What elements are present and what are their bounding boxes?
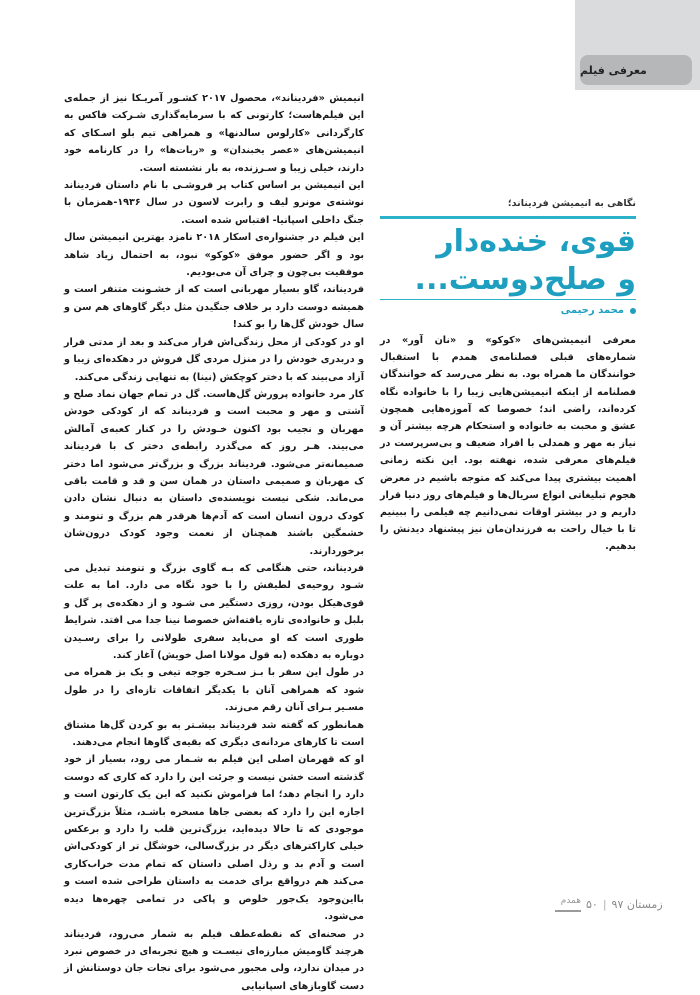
issue-label: زمستان ۹۷: [612, 898, 663, 911]
body-paragraph: فردیناند، حتی هنگامی که بـه گاوی بزرگ و تنومند تبدیل می شـود روحیه‌ی لطیفش را با خود نگاه می دارد. اما به علت قوی‌هیکل بودن، روزی دستگیر می شـود و از دهکده‌ی پر گل و بلبل و خانواده‌ی تازه یافته‌اش خصوصا نینا جدا می افتد. شرایط طوری است که او می‌باید سفری طولانی را برای رسـیدن دوباره به دهکده (به قول مولانا اصل خویش) آغاز کند.: [64, 560, 364, 664]
section-tab: [575, 0, 700, 90]
body-paragraph: در طول این سفر با بـز سـخره جوجه تیغی و یک بز همراه می شود که همراهی آنان با یکدیگر اتفاقات تازه‌ای را در طول مسـیر بـرای آنان رقم می‌زند.: [64, 664, 364, 716]
section-label: معرفی فیلم: [580, 55, 692, 85]
intro-paragraph: معرفی انیمیشن‌های «کوکو» و «نان آور» در شماره‌های قبلی فصلنامه‌ی همدم با استقبال خوانندگان ما همراه بود. به نظر می‌رسد که خوانندگان فصلنامه از اینکه انیمیشن‌هایی زیبا را با خانواده نگاه کرده‌اند، راضی اند؛ خصوصا که آموزه‌هایی همچون عشق و محبت به خانواده و استحکام هرچه بیشتر آن و نیاز به مهر و همدلی با افراد ضعیف و بی‌سرپرست در فیلم‌های معرفی شده، نهفته بود. این نکته زمانی اهمیت بیشتری پیدا می‌کند که متوجه باشیم در معرض هجوم تبلیغاتی انواع سریال‌ها و فیلم‌های روز دنیا قرار داریم و در بیشتر اوقات نمی‌دانیم چه فیلمی را ببینیم تا با خیال راحت به فرزندان‌مان نیز پیشنهاد دیدنش را بدهیم.: [380, 332, 636, 556]
author-name: محمد رحیمی: [561, 305, 624, 316]
article-intro: [380, 332, 636, 507]
article-title: [380, 216, 636, 300]
magazine-logo: همدم: [555, 896, 581, 912]
body-paragraph: او که قهرمان اصلی این فیلم به شـمار می رود، بسیار از خود گذشته است خشن نیست و جرئت این را دارد که کاری که دوست دارد را انجام دهد؛ اما فراموش نکنید که این یک کارتون است و اجازه این را دارد که بعضی جاها مسخره باشـد، مثلاً بزرگ‌ترین موجودی که تا حالا دیده‌اید، بزرگ‌ترین قلب را دارد و برعکس خیلی کاراکترهای دیگر در بزرگ‌سالی، خوشگل تر از کودکی‌اش است و آدم بد و رذل اصلی داستان که تمام مدت خراب‌کاری می‌کند هم درواقع برای خدمت به داستان طراحی شده است و بااین‌وجود یک‌جور خلوص و پاکی در تمامی چهره‌ها دیده می‌شود.: [64, 751, 364, 925]
article-body-left-column: [64, 90, 364, 890]
body-paragraph: کار مرد خانواده پرورش گل‌هاست. گل در تمام جهان نماد صلح و آشتی و مهر و محبت است و فردیناند که از کودکی خودش مهربان و نجیب بود اکنون خـودش را در کنار کعبه‌ی آمالش می‌بیند. هـر روز که می‌گذرد رابطه‌ی دختر ک با فردیناند صمیمانه‌تر می‌شود. فردیناند بزرگ و بزرگ‌تر می‌شود اما دختر ک مهربان و صمیمی داستان در همان سن و قد و قامت باقی می‌ماند. شکی نیست نویسنده‌ی داستان به دنبال نشان دادن کودک درون انسان است که آدم‌ها هرقدر هم بزرگ و تنومند و خشمگین باشند همچنان از نعمت وجود کودک درون‌شان برخوردارند.: [64, 386, 364, 560]
footer-separator: |: [603, 898, 607, 911]
bullet-icon: [630, 308, 636, 314]
body-paragraph: در صحنه‌ای که نقطه‌عطف فیلم به شمار می‌رود، فردیناند هرچند گاومیش مبارزه‌ای نیسـت و هیچ تجربه‌ای در خصوص نبرد در میدان ندارد، ولی مجبور می‌شود برای نجات جان دوستانش از دست گاوبازهای اسپانیایی: [64, 926, 364, 995]
body-paragraph: انیمیش «فردیناند»، محصول ۲۰۱۷ کشـور آمریـکا نیز از جمله‌ی این فیلم‌هاست؛ کارتونی که با سرمایه‌گذاری شـرکت فاکس به کارگردانی «کارلوس سالدنها» و همراهی تیم بلو اسـکای که انیمیشن‌های «عصر یخبندان» و «ربات‌ها» را در کارنامه خود دارند، خیلی زیبا و سـرزنده، به بار نشسته است.: [64, 90, 364, 177]
body-paragraph: همانطور که گفته شد فردیناند بیشـتر به بو کردن گل‌ها مشتاق است تا کارهای مردانه‌ی دیگری که بقیه‌ی گاوها انجام می‌دهند.: [64, 717, 364, 752]
page-footer: [555, 896, 663, 912]
author-byline: [380, 305, 636, 316]
title-line-2: و صلح‌دوست...: [380, 261, 636, 299]
title-line-1: قوی، خنده‌دار: [380, 223, 636, 261]
page-number: ۵۰: [586, 898, 598, 911]
body-paragraph: فردیناند، گاو بسیار مهربانی است که از خشـونت متنفر است و همیشه دوست دارد بر خلاف جنگیدن مثل دیگر گاوهای هم سن و سال خودش گل‌ها را بو کند!: [64, 281, 364, 333]
body-paragraph: این انیمیشن بر اساس کتاب پر فروشـی با نام داستان فردیناند نوشته‌ی مونرو لیف و رابرت لاسون در سال ۱۹۳۶-همزمان با جنگ داخلی اسپانیا- اقتباس شده است.: [64, 177, 364, 229]
body-paragraph: این فیلم در جشنواره‌ی اسکار ۲۰۱۸ نامزد بهترین انیمیشن سال بود و اگر حضور موفق «کوکو» نبود، به احتمال زیاد شاهد موفقیت بی‌چون و چرای آن می‌بودیم.: [64, 229, 364, 281]
body-paragraph: او در کودکی از محل زندگی‌اش فرار می‌کند و بعد از مدتی فرار و دربدری خودش را در منزل مردی گل فروش در دهکده‌ای زیبا و آزاد می‌بیند که با دختر کوچکش (نینا) به تنهایی زندگی می‌کند.: [64, 334, 364, 386]
article-kicker: نگاهی به انیمیشن فردیناند؛: [380, 198, 636, 209]
